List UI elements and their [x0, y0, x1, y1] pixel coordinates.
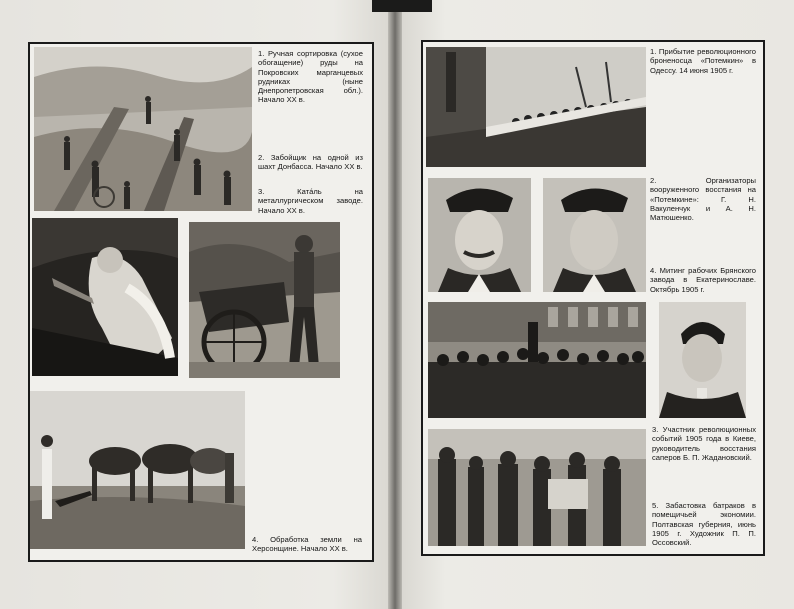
caption-zhadanovsky: 3. Участник революционных событий 1905 года в Киеве, руководитель восстания саперов Б. П. Жадановский.: [652, 425, 756, 462]
photo-ox-plough: [30, 391, 245, 549]
photo-cart-hauler: [189, 222, 340, 378]
photo-miner: [32, 218, 178, 376]
caption-bryansk-rally: 4. Митинг рабочих Брянского завода в Екатеринославе. Октябрь 1905 г.: [650, 266, 756, 294]
photo-vakulenchuk: [428, 178, 531, 292]
photo-ore-sorting: [34, 47, 252, 211]
photo-rally-crowd: [428, 302, 646, 418]
photo-strike-painting: [428, 429, 646, 546]
caption-potemkin-arrival: 1. Прибытие революционного броненосца «Потемкин» в Одессу. 14 июня 1905 г.: [650, 47, 756, 75]
photo-potemkin-ship: [426, 47, 646, 167]
photo-matyushenko: [543, 178, 646, 292]
photo-zhadanovsky: [659, 302, 746, 418]
caption-ox-plough: 4. Обработка земли на Херсонщине. Начало XX в.: [252, 535, 362, 554]
caption-miner: 2. Забойщик на одной из шахт Донбасса. Начало XX в.: [258, 153, 363, 172]
caption-strike-painting: 5. Забастовка батраков в помещичьей экономии. Полтавская губерния, июнь 1905 г. Художник П. П. Оссовский.: [652, 501, 756, 548]
caption-potemkin-organizers: 2. Организаторы вооруженного восстания на «Потемкине»: Г. Н. Вакуленчук и А. Н. Матюшенко.: [650, 176, 756, 223]
book-gutter: [388, 0, 402, 609]
caption-ore-sorting: 1. Ручная сортировка (сухое обогащение) руды на Покровских марганцевых рудниках (ныне Днепропетровская обл.). Начало XX в.: [258, 49, 363, 105]
caption-cart-hauler: 3. Катáль на металлургическом заводе. Начало XX в.: [258, 187, 363, 215]
page-shadow: [372, 0, 432, 12]
